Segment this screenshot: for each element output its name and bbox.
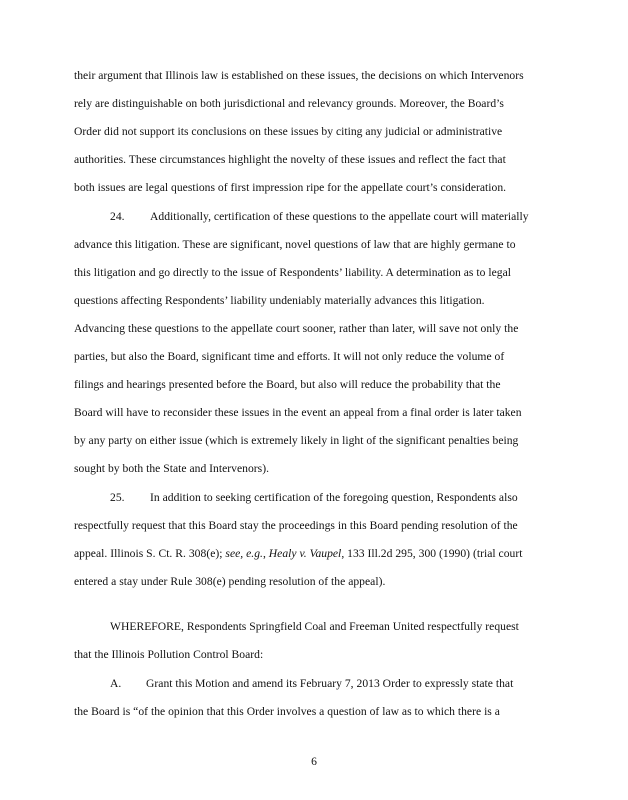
intro-line-5: both issues are legal questions of first impression ripe for the appellate court’s consideration.: [74, 181, 507, 194]
intro-line-4: authorities. These circumstances highlight the novelty of these issues and reflect the fact that: [74, 153, 506, 166]
paragraph-24-line: by any party on either issue (which is extremely likely in light of the significant penalties being: [74, 434, 519, 447]
item-a-label: A.: [110, 677, 122, 690]
paragraph-25-number: 25.: [110, 491, 125, 504]
page-number: 6: [311, 755, 317, 768]
paragraph-25-line-3: [74, 547, 522, 561]
citation-rule: appeal. Illinois S. Ct. R. 308(e);: [74, 547, 226, 560]
paragraph-24-line: questions affecting Respondents’ liability undeniably materially advances this litigation.: [74, 294, 485, 307]
intro-line-2: rely are distinguishable on both jurisdictional and relevancy grounds. Moreover, the Board’s: [74, 97, 504, 110]
paragraph-25-line-2: respectfully request that this Board stay the proceedings in this Board pending resolution of the: [74, 519, 518, 532]
paragraph-24-line: advance this litigation. These are significant, novel questions of law that are highly germane to: [74, 238, 516, 251]
paragraph-25-first-text: In addition to seeking certification of the foregoing question, Respondents also: [150, 491, 518, 504]
intro-line-1: their argument that Illinois law is established on these issues, the decisions on which Intervenors: [74, 69, 524, 82]
paragraph-25-line-4: entered a stay under Rule 308(e) pending resolution of the appeal).: [74, 575, 386, 588]
paragraph-24-first-text: Additionally, certification of these questions to the appellate court will materially: [150, 210, 529, 223]
citation-signal: see, e.g.: [225, 547, 263, 560]
paragraph-24-first-line: [74, 210, 529, 224]
case-name: Healy v. Vaupel: [268, 547, 342, 560]
item-a-first-text: Grant this Motion and amend its February 7, 2013 Order to expressly state that: [146, 677, 514, 690]
paragraph-24-line: Board will have to reconsider these issues in the event an appeal from a final order is later taken: [74, 406, 522, 419]
wherefore-clause: WHEREFORE, Respondents Springfield Coal and Freeman United respectfully request: [110, 620, 519, 633]
paragraph-24-line: sought by both the State and Intervenors).: [74, 462, 269, 475]
paragraph-24-line: Advancing these questions to the appellate court sooner, rather than later, will save not only the: [74, 322, 519, 335]
item-a-first-line: [74, 677, 513, 691]
citation-reporter: , 133 Ill.2d 295, 300 (1990) (trial court: [341, 547, 523, 560]
intro-line-3: Order did not support its conclusions on these issues by citing any judicial or administrative: [74, 125, 503, 138]
item-a-line-2: the Board is “of the opinion that this Order involves a question of law as to which there is a: [74, 705, 500, 718]
paragraph-24-line: parties, but also the Board, significant time and efforts. It will not only reduce the volume of: [74, 350, 505, 363]
paragraph-24-number: 24.: [110, 210, 125, 223]
citation-comma: ,: [262, 547, 269, 560]
paragraph-24-line: this litigation and go directly to the issue of Respondents’ liability. A determination as to legal: [74, 266, 511, 279]
paragraph-25-first-line: [74, 491, 518, 505]
wherefore-clause-line-2: that the Illinois Pollution Control Board:: [74, 648, 264, 661]
paragraph-24-line: filings and hearings presented before the Board, but also will reduce the probability that the: [74, 378, 501, 391]
